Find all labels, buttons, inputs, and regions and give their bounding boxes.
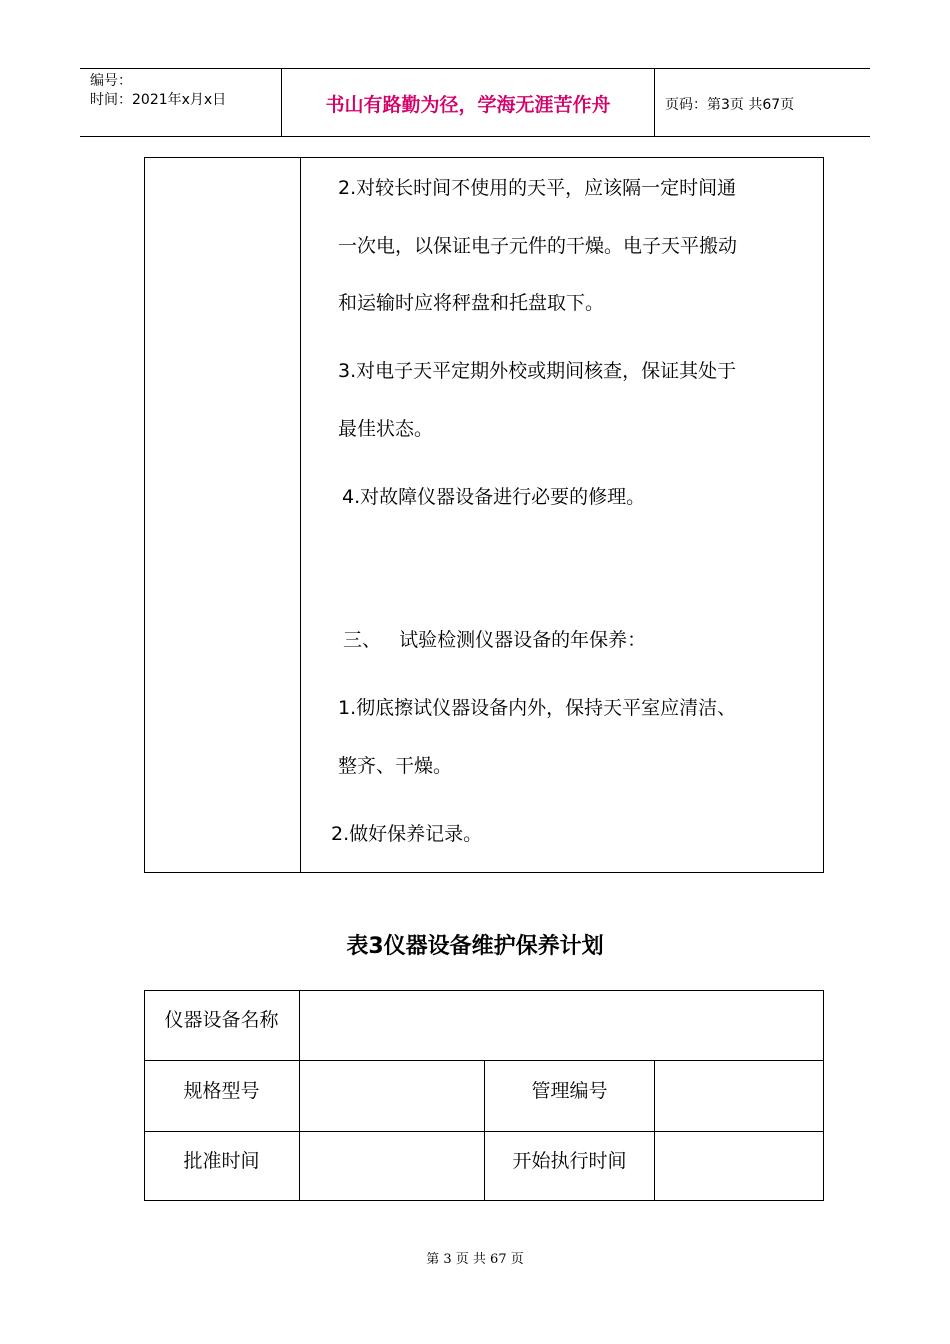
- header-top-rule: [80, 68, 870, 69]
- content-line: 一次电，以保证电子元件的干燥。电子天平搬动: [338, 235, 738, 257]
- equipment-name-label: 仪器设备名称: [164, 1009, 279, 1031]
- header-bottom-rule: [80, 136, 870, 137]
- header-divider-right: [654, 68, 655, 136]
- content-line: 4.对故障仪器设备进行必要的修理。: [342, 486, 646, 508]
- header-motto: 书山有路勤为径，学海无涯苦作舟: [325, 94, 611, 116]
- content-line: 和运输时应将秤盘和托盘取下。: [338, 292, 605, 314]
- page-footer: 第 3 页 共 67 页: [426, 1252, 524, 1267]
- content-line: 1.彻底擦试仪器设备内外，保持天平室应清洁、: [338, 697, 737, 719]
- management-number-label: 管理编号: [531, 1080, 608, 1102]
- content-line: 2.做好保养记录。: [331, 823, 483, 845]
- content-line: 整齐、干燥。: [338, 755, 453, 777]
- document-number-label: 编号：: [90, 73, 132, 89]
- table-title: 表3仪器设备维护保养计划: [346, 934, 604, 959]
- table-col-divider: [654, 1060, 655, 1201]
- header-page-info: 页码：第3页 共67页: [665, 97, 795, 113]
- section-heading: 三、 试验检测仪器设备的年保养：: [343, 629, 647, 651]
- spec-model-label: 规格型号: [183, 1080, 260, 1102]
- table-col-divider: [299, 990, 300, 1201]
- content-line: 2.对较长时间不使用的天平，应该隔一定时间通: [338, 177, 737, 199]
- content-line: 最佳状态。: [338, 418, 434, 440]
- content-line: 3.对电子天平定期外校或期间核查，保证其处于: [338, 360, 737, 382]
- start-time-label: 开始执行时间: [512, 1150, 627, 1172]
- document-time-label: 时间：2021年x月x日: [90, 92, 227, 108]
- continuation-table-divider: [300, 158, 301, 872]
- approval-time-label: 批准时间: [183, 1150, 260, 1172]
- header-meta: [90, 72, 226, 110]
- continuation-table: [144, 157, 824, 873]
